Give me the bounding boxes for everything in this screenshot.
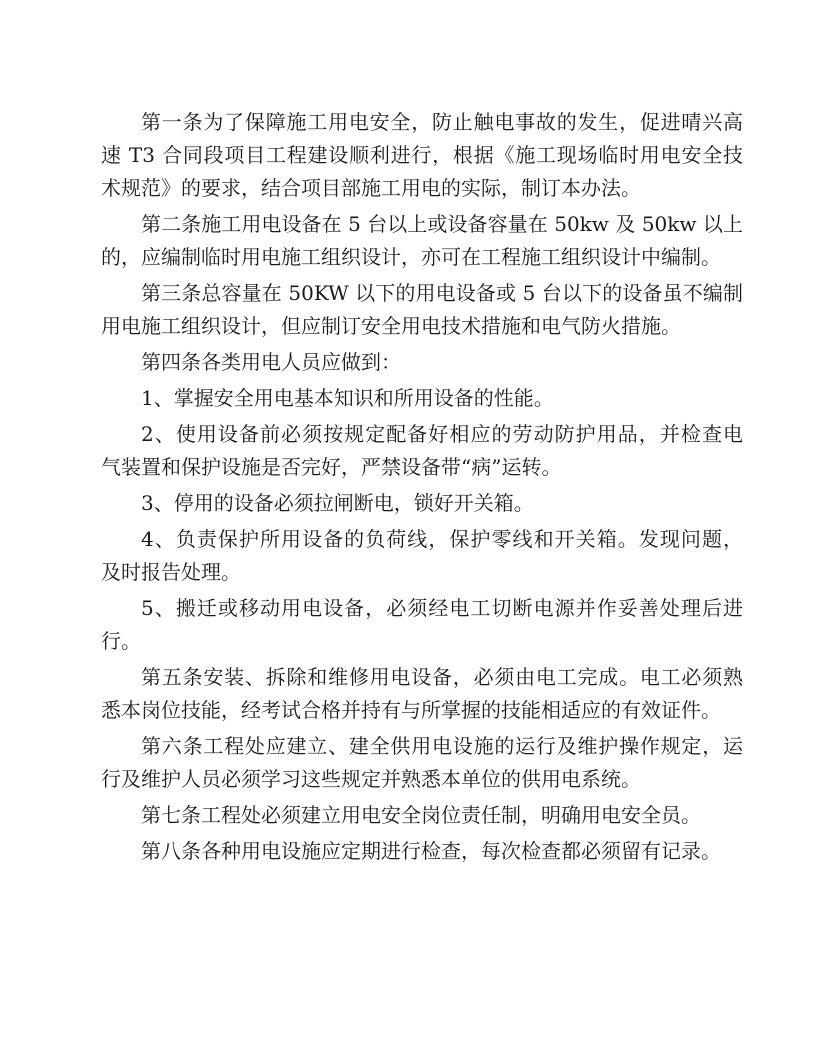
paragraph-line: 第七条工程处必须建立用电安全岗位责任制，明确用电安全员。 <box>141 803 701 827</box>
paragraph-line: 3、停用的设备必须拉闸断电，锁好开关箱。 <box>141 491 534 515</box>
paragraph <box>101 208 743 274</box>
paragraph-line: 2、使用设备前必须按规定配备好相应的劳动防护用品，并检查电 <box>141 422 743 446</box>
paragraph-line: 第六条工程处应建立、建全供用电设施的运行及维护操作规定，运 <box>141 734 743 758</box>
paragraph-line: 气装置和保护设施是否完好，严禁设备带“病”运转。 <box>101 455 562 479</box>
paragraph-line: 第一条为了保障施工用电安全，防止触电事故的发生，促进晴兴高 <box>141 110 743 134</box>
paragraph-line: 第三条总容量在 50KW 以下的用电设备或 5 台以下的设备虽不编制 <box>141 281 743 305</box>
paragraph <box>101 592 743 658</box>
paragraph-line: 用电施工组织设计，但应制订安全用电技术措施和电气防火措施。 <box>101 314 681 338</box>
paragraph-line: 及时报告处理。 <box>101 560 241 584</box>
paragraph-line: 5、搬迁或移动用电设备，必须经电工切断电源并作妥善处理后进 <box>141 596 743 620</box>
paragraph-line: 第八条各种用电设施应定期进行检查，每次检查都必须留有记录。 <box>141 839 721 863</box>
paragraph-line: 第五条安装、拆除和维修用电设备，必须由电工完成。电工必须熟 <box>141 665 743 689</box>
document-page <box>101 106 743 871</box>
paragraph <box>101 799 743 832</box>
paragraph <box>101 835 743 868</box>
paragraph-line: 速 T3 合同段项目工程建设顺利进行，根据《施工现场临时用电安全技 <box>101 143 743 167</box>
paragraph <box>101 106 743 205</box>
paragraph <box>101 661 743 727</box>
paragraph <box>101 730 743 796</box>
paragraph-line: 第二条施工用电设备在 5 台以上或设备容量在 50kw 及 50kw 以上 <box>141 212 743 236</box>
paragraph <box>101 277 743 343</box>
paragraph-line: 第四条各类用电人员应做到： <box>141 350 401 374</box>
paragraph-line: 1、掌握安全用电基本知识和所用设备的性能。 <box>141 386 554 410</box>
paragraph <box>101 346 743 379</box>
paragraph-line: 4、负责保护所用设备的负荷线，保护零线和开关箱。发现问题， <box>141 527 743 551</box>
paragraph-line: 的，应编制临时用电施工组织设计，亦可在工程施工组织设计中编制。 <box>101 245 721 269</box>
paragraph-line: 行。 <box>101 629 141 653</box>
paragraph <box>101 418 743 484</box>
paragraph-line: 术规范》的要求，结合项目部施工用电的实际，制订本办法。 <box>101 176 641 200</box>
paragraph <box>101 382 743 415</box>
paragraph <box>101 487 743 520</box>
paragraph-line: 行及维护人员必须学习这些规定并熟悉本单位的供用电系统。 <box>101 767 641 791</box>
paragraph-line: 悉本岗位技能，经考试合格并持有与所掌握的技能相适应的有效证件。 <box>101 698 721 722</box>
paragraph <box>101 523 743 589</box>
